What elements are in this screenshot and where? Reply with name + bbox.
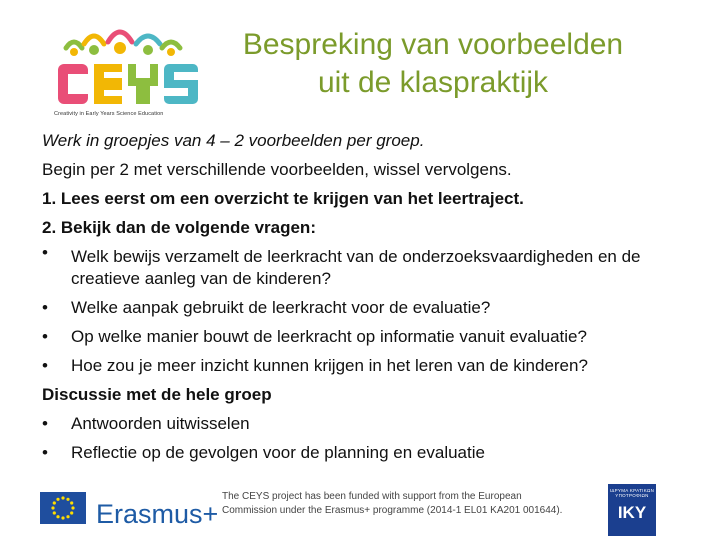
title-line-1: Bespreking van voorbeelden bbox=[242, 28, 624, 61]
discussion-heading: Discussie met de hele groep bbox=[42, 385, 272, 404]
discussion-text: Reflectie op de gevolgen voor de planning en evaluatie bbox=[71, 443, 485, 462]
discussion-item bbox=[42, 409, 682, 438]
bullet-icon: • bbox=[42, 298, 48, 317]
slide-content bbox=[42, 126, 682, 467]
erasmus-logo-text: Erasmus+ bbox=[96, 499, 219, 529]
question-text: Hoe zou je meer inzicht kunnen krijgen in het leren van de kinderen? bbox=[71, 356, 588, 375]
bullet-icon: • bbox=[42, 356, 48, 375]
page-title bbox=[218, 26, 648, 102]
ceys-logo bbox=[52, 18, 212, 118]
title-line-2: uit de klaspraktijk bbox=[317, 66, 549, 99]
bullet-icon: • bbox=[42, 443, 48, 462]
bullet-icon: • bbox=[42, 327, 48, 346]
ceys-letters-graphic bbox=[56, 58, 206, 110]
question-item bbox=[42, 242, 682, 293]
question-item bbox=[42, 351, 682, 380]
funding-line-1: The CEYS project has been funded with support from the European bbox=[222, 491, 522, 502]
bullet-icon: • bbox=[42, 414, 48, 433]
step-2: 2. Bekijk dan de volgende vragen: bbox=[42, 218, 316, 237]
footer bbox=[0, 474, 720, 540]
question-text: Op welke manier bouwt de leerkracht op informatie vanuit evaluatie? bbox=[71, 327, 587, 346]
funding-line-2: Commission under the Erasmus+ programme (2014-1 EL01 KA201 001644). bbox=[222, 505, 563, 516]
eu-flag-icon bbox=[40, 492, 86, 524]
question-text: Welk bewijs verzamelt de leerkracht van de onderzoeksvaardigheden en de creatieve aanleg van de kinderen? bbox=[71, 247, 641, 288]
iky-subtitle: ΙΔΡΥΜΑ ΚΡΑΤΙΚΩΝ ΥΠΟΤΡΟΦΙΩΝ bbox=[609, 488, 655, 498]
bullet-icon: • bbox=[42, 243, 48, 262]
people-figures-icon bbox=[60, 18, 184, 58]
intro-line-1: Werk in groepjes van 4 – 2 voorbeelden per groep. bbox=[42, 131, 425, 150]
logo-tagline: Creativity in Early Years Science Education bbox=[54, 111, 164, 117]
discussion-item bbox=[42, 438, 682, 467]
step-1: 1. Lees eerst om een overzicht te krijgen van het leertraject. bbox=[42, 189, 524, 208]
discussion-text: Antwoorden uitwisselen bbox=[71, 414, 250, 433]
iky-logo bbox=[608, 484, 656, 536]
iky-label: IKY bbox=[617, 503, 647, 522]
question-text: Welke aanpak gebruikt de leerkracht voor de evaluatie? bbox=[71, 298, 491, 317]
question-item bbox=[42, 293, 682, 322]
intro-line-2: Begin per 2 met verschillende voorbeelden, wissel vervolgens. bbox=[42, 160, 512, 179]
funding-statement bbox=[222, 490, 592, 518]
question-item bbox=[42, 322, 682, 351]
